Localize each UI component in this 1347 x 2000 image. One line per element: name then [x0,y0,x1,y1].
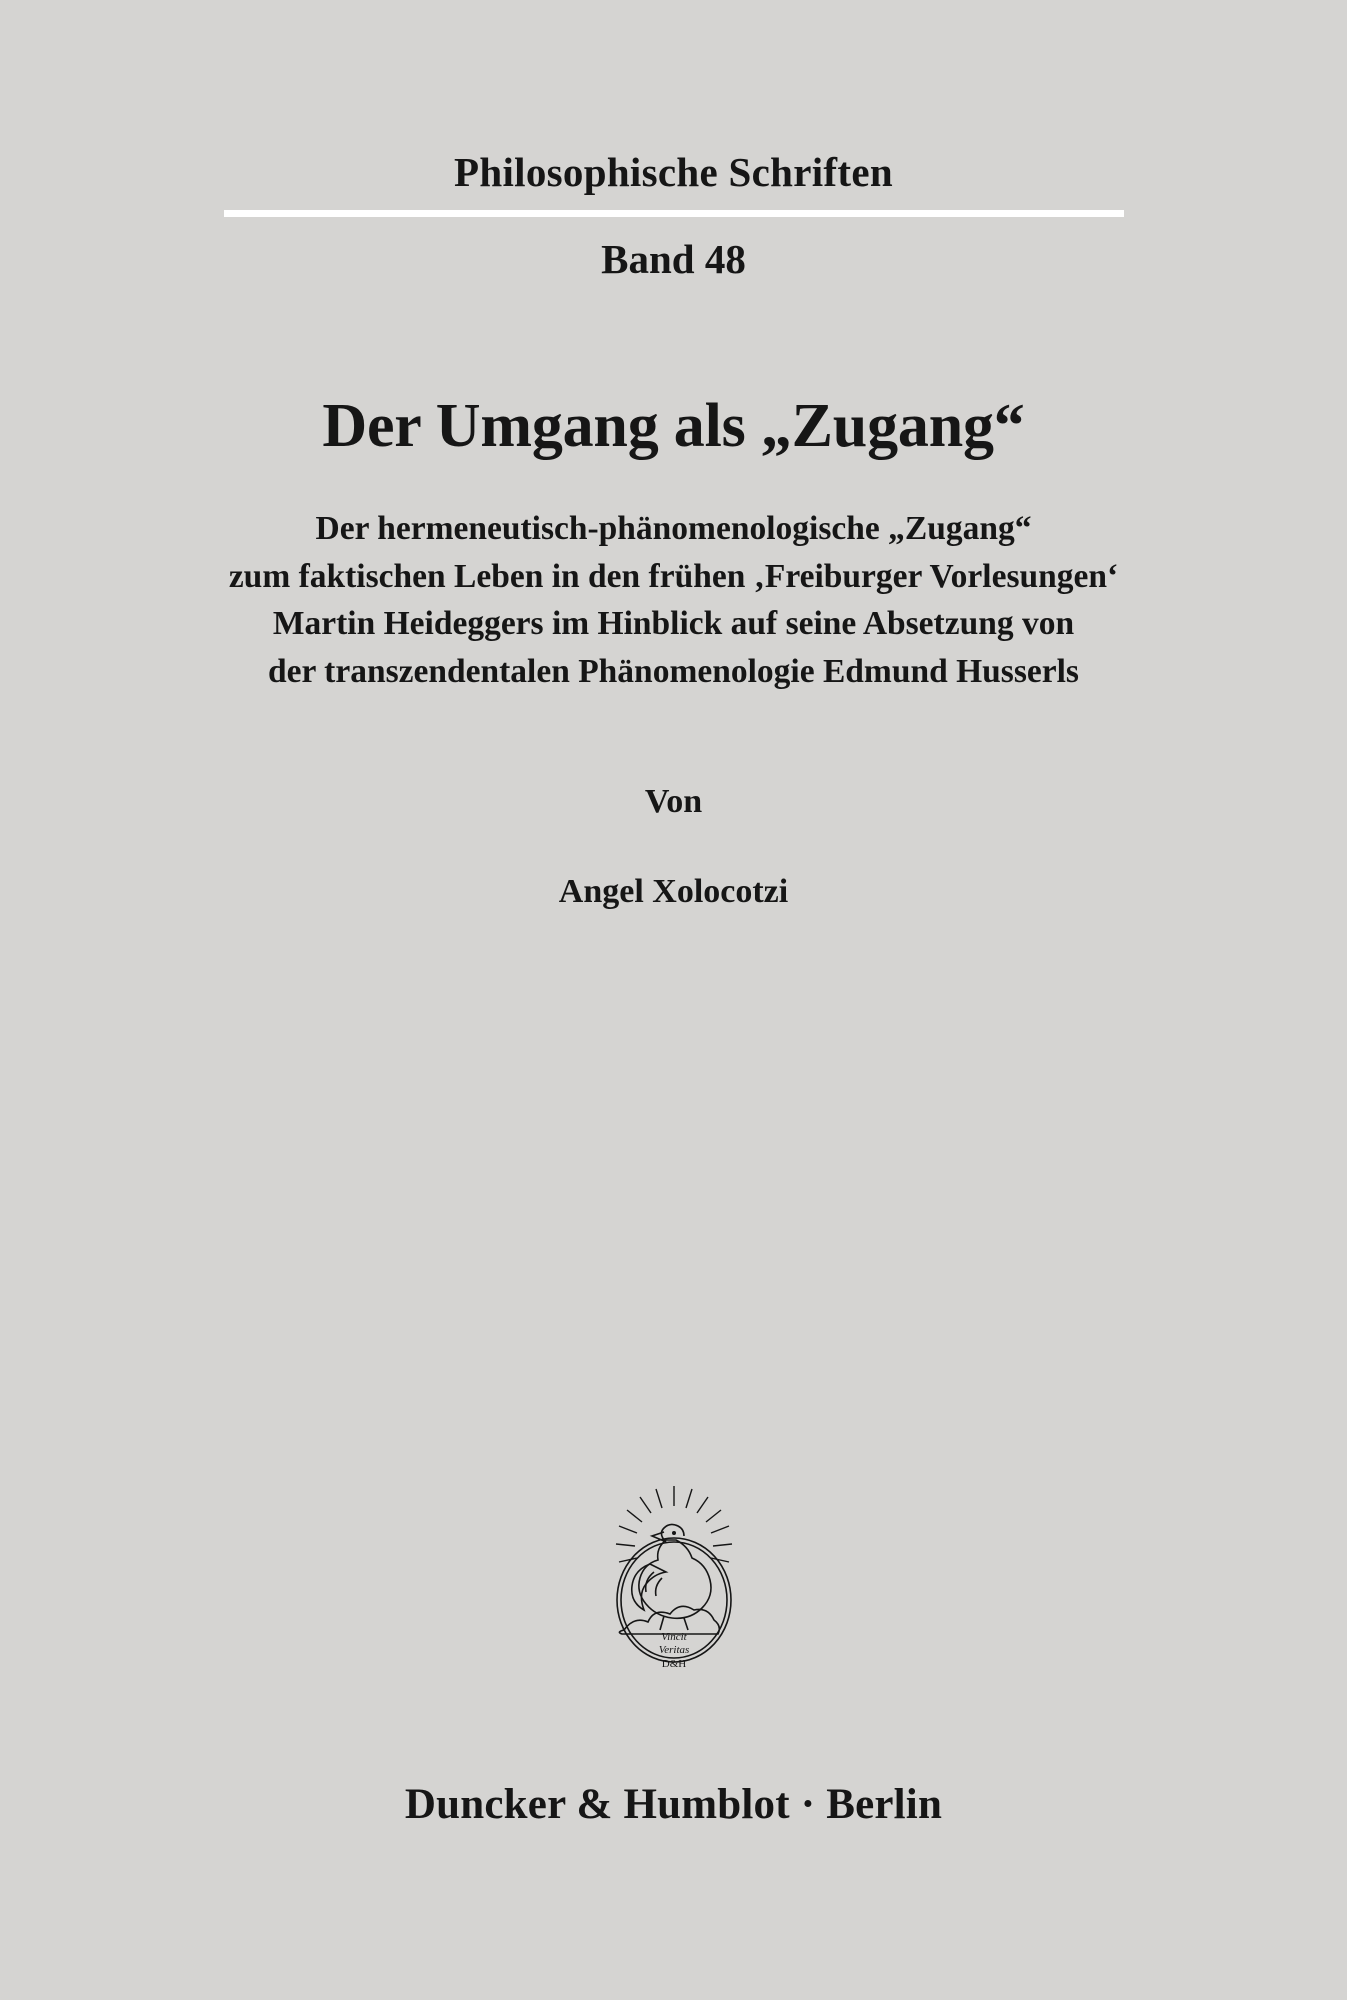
book-subtitle [169,505,1179,695]
logo-motto-line-1: Vincit [660,1631,687,1643]
author-name: Angel Xolocotzi [558,873,789,911]
book-subtitle-line-3: Martin Heideggers im Hinblick auf seine Absetzung von [272,605,1075,643]
book-title: Der Umgang als „Zugang“ [322,392,1025,460]
logo-motto-line-3: D&H [661,1658,686,1670]
series-volume-number: Band 48 [601,236,746,282]
publisher-logo-griffin [594,1480,754,1695]
book-subtitle-line-4: der transzendentalen Phänomenologie Edmund Husserls [268,652,1079,690]
book-subtitle-line-2: zum faktischen Leben in den frühen ‚Freiburger Vorlesungen‘ [228,557,1119,595]
logo-motto-line-2: Veritas [658,1644,689,1656]
publisher-name: Duncker & Humblot · Berlin [404,1781,943,1828]
series-title: Philosophische Schriften [454,149,893,195]
book-subtitle-line-1: Der hermeneutisch-phänomenologische „Zugang“ [315,510,1032,547]
series-divider-rule [224,210,1124,217]
author-byline-label: Von [644,783,703,821]
